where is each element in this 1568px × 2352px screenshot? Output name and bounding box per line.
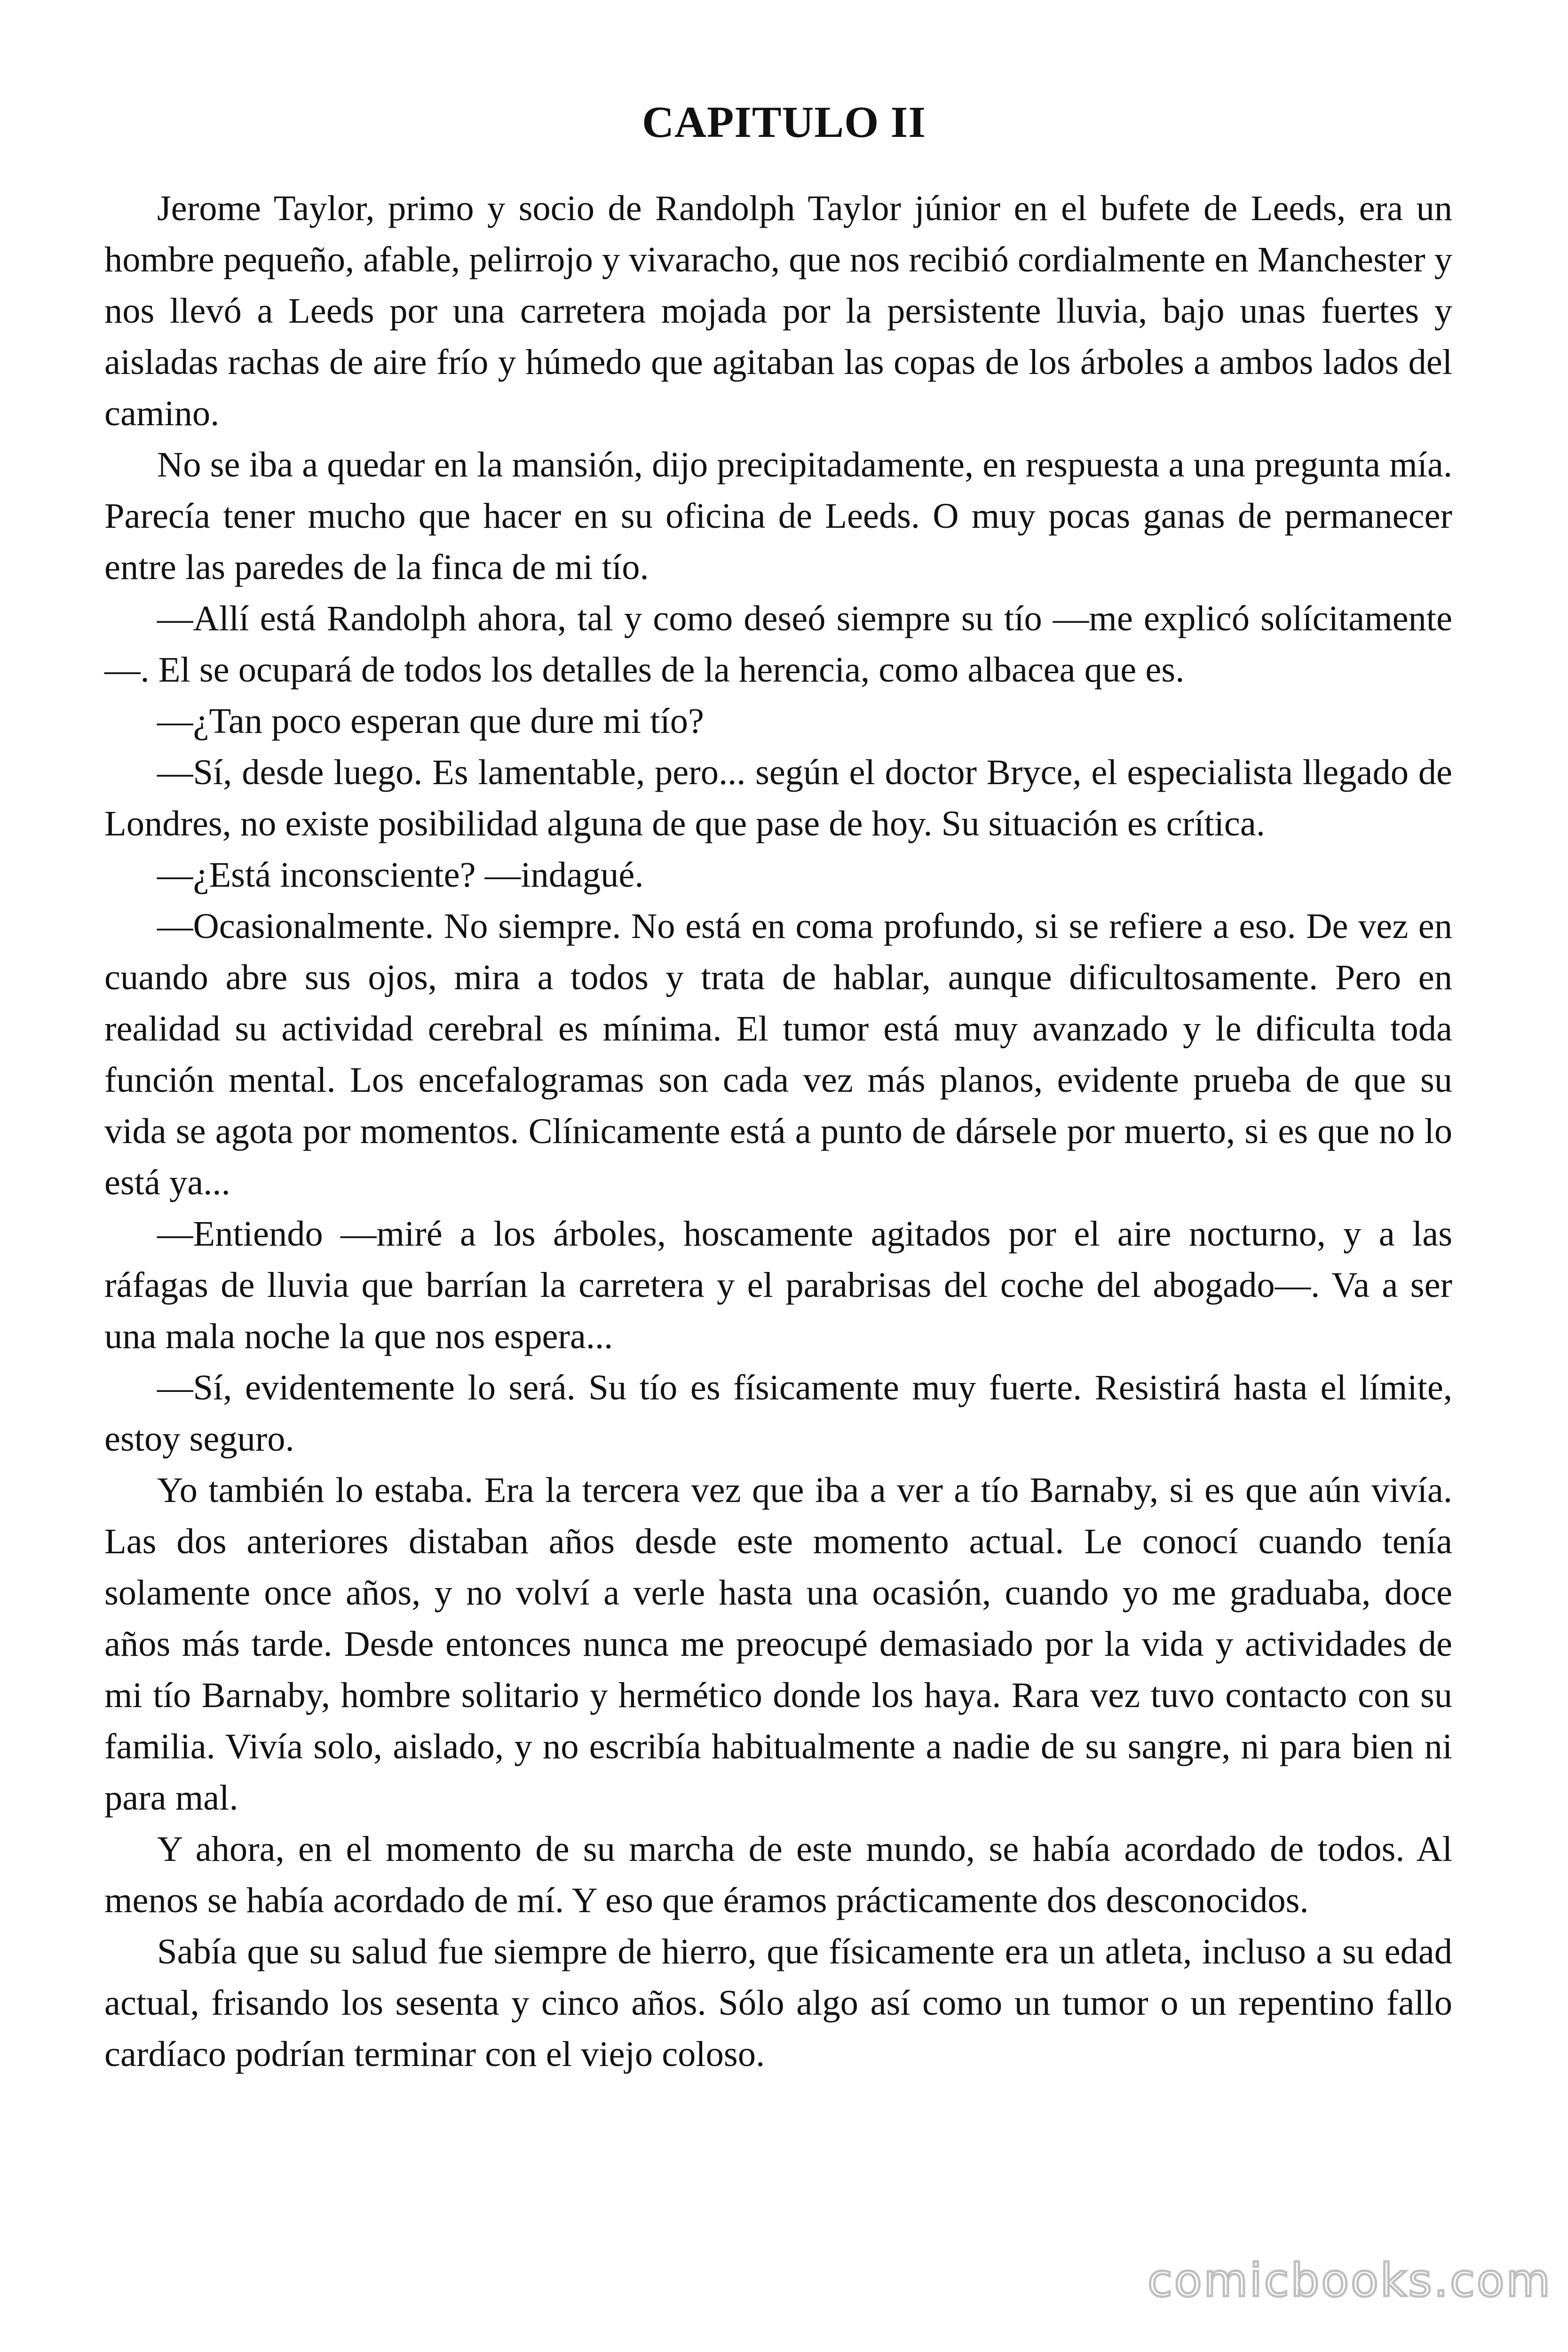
paragraph: —¿Tan poco esperan que dure mi tío?	[157, 701, 704, 741]
paragraph: —Entiendo —miré a los árboles, hoscamente agitados por el aire nocturno, y a las ráfagas de lluvia que barrían la carretera y el parabrisas del coche del abogado—. Va a ser una mala noche la que nos espera...	[104, 1214, 1452, 1356]
paragraph: Yo también lo estaba. Era la tercera vez que iba a ver a tío Barnaby, si es que aún vivía. Las dos anteriores distaban años desde este momento actual. Le conocí cuando tenía solamente once años, y no volví a verle hasta una ocasión, cuando yo me graduaba, doce años más tarde. Desde entonces nunca me preocupé demasiado por la vida y actividades de mi tío Barnaby, hombre solitario y hermético donde los haya. Rara vez tuvo contacto con su familia. Vivía solo, aislado, y no escribía habitualmente a nadie de su sangre, ni para bien ni para mal.	[104, 1470, 1452, 1818]
chapter-body	[104, 183, 1452, 2080]
paragraph: —Ocasionalmente. No siempre. No está en coma profundo, si se refiere a eso. De vez en cuando abre sus ojos, mira a todos y trata de hablar, aunque dificultosamente. Pero en realidad su actividad cerebral es mínima. El tumor está muy avanzado y le dificulta toda función mental. Los encefalogramas son cada vez más planos, evidente prueba de que su vida se agota por momentos. Clínicamente está a punto de dársele por muerto, si es que no lo está ya...	[104, 906, 1452, 1202]
paragraph: —Sí, desde luego. Es lamentable, pero... según el doctor Bryce, el especialista llegado de Londres, no existe posibilidad alguna de que pase de hoy. Su situación es crítica.	[104, 752, 1452, 843]
paragraph: —Allí está Randolph ahora, tal y como deseó siempre su tío —me explicó solícitamente—. El se ocupará de todos los detalles de la herencia, como albacea que es.	[104, 598, 1452, 690]
chapter-title: CAPITULO II	[642, 97, 926, 147]
paragraph: Jerome Taylor, primo y socio de Randolph Taylor júnior en el bufete de Leeds, era un hombre pequeño, afable, pelirrojo y vivaracho, que nos recibió cordialmente en Manchester y nos llevó a Leeds por una carretera mojada por la persistente lluvia, bajo unas fuertes y aisladas rachas de aire frío y húmedo que agitaban las copas de los árboles a ambos lados del camino.	[104, 188, 1452, 433]
paragraph: —¿Está inconsciente? —indagué.	[157, 855, 644, 895]
paragraph: Y ahora, en el momento de su marcha de este mundo, se había acordado de todos. Al menos se había acordado de mí. Y eso que éramos prácticamente dos desconocidos.	[104, 1829, 1452, 1920]
paragraph: No se iba a quedar en la mansión, dijo precipitadamente, en respuesta a una pregunta mía. Parecía tener mucho que hacer en su oficina de Leeds. O muy pocas ganas de permanecer entre las paredes de la finca de mi tío.	[104, 445, 1452, 587]
watermark-logo: comicbooks.com	[1148, 2254, 1552, 2307]
paragraph: Sabía que su salud fue siempre de hierro, que físicamente era un atleta, incluso a su edad actual, frisando los sesenta y cinco años. Sólo algo así como un tumor o un repentino fallo cardíaco podrían terminar con el viejo coloso.	[104, 1931, 1452, 2074]
paragraph: —Sí, evidentemente lo será. Su tío es físicamente muy fuerte. Resistirá hasta el límite, estoy seguro.	[104, 1367, 1452, 1459]
